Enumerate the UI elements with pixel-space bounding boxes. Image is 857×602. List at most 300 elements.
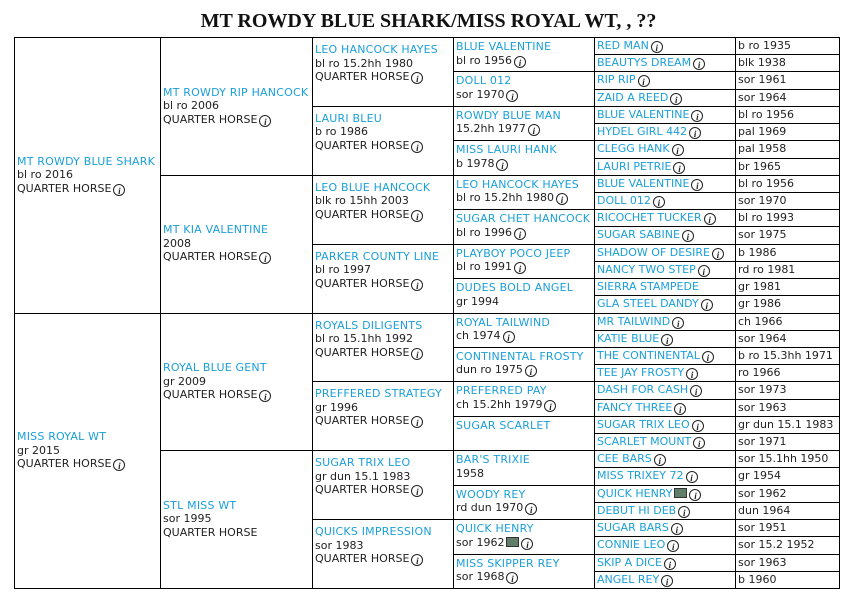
horse-name-link[interactable]: QUICKS IMPRESSION [315, 525, 432, 539]
horse-color-year: sor 1983 [315, 538, 364, 552]
horse-color-year: sor 1970 [738, 193, 787, 207]
horse-detail [456, 329, 591, 343]
info-icon[interactable]: i [411, 485, 423, 497]
horse-breed-line [315, 277, 450, 291]
info-icon[interactable]: i [521, 538, 533, 550]
horse-name-link[interactable]: DOLL 012 [597, 193, 651, 207]
horse-name-link[interactable]: FANCY THREE [597, 400, 673, 414]
gen5-detail-cell [735, 193, 839, 210]
horse-color-year: 15.2hh 1977 [456, 122, 526, 136]
gen5-name-cell [594, 210, 735, 227]
horse-color-year: sor 1964 [738, 90, 787, 104]
horse-name-link[interactable]: ZAID A REED [597, 90, 669, 104]
horse-detail [315, 470, 450, 484]
horse-detail [456, 363, 591, 377]
horse-name-link[interactable]: LAURI PETRIE [597, 159, 672, 173]
horse-breed-line [163, 526, 309, 540]
gen5-detail-cell [735, 72, 839, 89]
horse-name-link[interactable]: WOODY REY [456, 487, 526, 501]
gen5-detail-cell [735, 468, 839, 485]
info-icon[interactable]: i [701, 299, 713, 311]
horse-color-year: sor 15.2 1952 [738, 538, 815, 552]
gen5-name-cell [594, 90, 735, 107]
horse-color-year: b 1960 [738, 572, 777, 586]
horse-breed: QUARTER HORSE [315, 345, 410, 359]
horse-name-link[interactable]: ROWDY BLUE MAN [456, 108, 561, 122]
horse-color-year: ro 1966 [738, 366, 781, 380]
horse-breed-line [315, 414, 450, 428]
horse-name-link[interactable]: LAURI BLEU [315, 111, 383, 125]
info-icon[interactable]: i [712, 248, 724, 260]
info-icon[interactable]: i [411, 210, 423, 222]
gen5-name-cell [594, 348, 735, 365]
horse-color-year: sor 1995 [163, 512, 212, 526]
gen5-name-cell [594, 55, 735, 72]
horse-name-link[interactable]: CONTINENTAL FROSTY [456, 349, 584, 363]
pedigree-cell-gen3 [312, 525, 453, 566]
gen5-name-cell [594, 141, 735, 158]
horse-detail [315, 57, 450, 71]
horse-detail [456, 122, 591, 136]
pedigree-cell-gen4 [453, 316, 594, 344]
gen5-name-cell [594, 124, 735, 141]
horse-color-year: sor 1975 [738, 228, 787, 242]
horse-detail [456, 501, 591, 515]
gen5-detail-cell [735, 38, 839, 55]
gen5-detail-cell [735, 159, 839, 176]
horse-color-year: sor 1951 [738, 521, 787, 535]
horse-detail [456, 191, 591, 205]
horse-name-link[interactable]: RED MAN [597, 39, 649, 52]
gen5-name-cell [594, 159, 735, 176]
info-icon[interactable]: i [503, 331, 515, 343]
horse-detail [163, 512, 309, 526]
gen5-name-cell [594, 400, 735, 417]
horse-name-link[interactable]: MISS SKIPPER REY [456, 556, 560, 570]
horse-color-year: 2008 [163, 236, 191, 250]
pedigree-cell-gen3 [312, 456, 453, 497]
info-icon[interactable]: i [496, 159, 508, 171]
info-icon[interactable]: i [654, 454, 666, 466]
gen5-name-cell [594, 468, 735, 485]
horse-name-link[interactable]: SUGAR SCARLET [456, 418, 551, 432]
horse-name-link[interactable]: BEAUTYS DREAM [597, 56, 692, 70]
horse-breed-line [315, 346, 450, 360]
horse-breed-line [163, 388, 309, 402]
horse-name-link[interactable]: PLAYBOY POCO JEEP [456, 246, 571, 260]
pedigree-cell-gen3 [312, 319, 453, 360]
horse-color-year: bl ro 15.2hh 1980 [456, 191, 554, 205]
horse-name-link[interactable]: KATIE BLUE [597, 331, 660, 345]
horse-breed: QUARTER HORSE [315, 552, 410, 566]
info-icon[interactable]: i [686, 471, 698, 483]
horse-name-link[interactable]: SUGAR CHET HANCOCK [456, 212, 591, 226]
pedigree-cell-gen4 [453, 522, 594, 550]
pedigree-cell-gen4 [453, 350, 594, 378]
gen5-detail-cell [735, 107, 839, 124]
horse-detail [456, 570, 591, 584]
horse-color-year: bl ro 1993 [738, 211, 795, 225]
info-icon[interactable]: i [686, 368, 698, 380]
horse-name-link[interactable]: SCARLET MOUNT [597, 435, 692, 449]
gen5-name-cell [594, 503, 735, 520]
gen5-name-cell [594, 262, 735, 279]
info-icon[interactable]: i [691, 110, 703, 122]
info-icon[interactable]: i [514, 56, 526, 68]
horse-color-year: b ro 1935 [738, 39, 791, 52]
horse-name-link[interactable]: MT KIA VALENTINE [163, 223, 269, 237]
info-icon[interactable]: i [411, 554, 423, 566]
info-icon[interactable]: i [667, 540, 679, 552]
info-icon[interactable]: i [670, 93, 682, 105]
pedigree-cell-gen4 [453, 247, 594, 275]
horse-detail [315, 539, 450, 553]
horse-breed: QUARTER HORSE [17, 457, 112, 470]
horse-detail [456, 157, 591, 171]
photo-icon[interactable] [506, 537, 519, 547]
horse-color-year: bl ro 2006 [163, 99, 220, 113]
horse-breed-line [315, 208, 450, 222]
horse-detail [456, 398, 591, 412]
info-icon[interactable]: i [411, 348, 423, 360]
horse-detail [456, 226, 591, 240]
info-icon[interactable]: i [411, 416, 423, 428]
gen5-detail-cell [735, 520, 839, 537]
horse-name-link[interactable]: SHADOW OF DESIRE [597, 245, 711, 259]
horse-name-link[interactable]: LEO HANCOCK HAYES [315, 43, 438, 56]
horse-breed-line [163, 113, 309, 127]
pedigree-cell-gen3 [312, 43, 453, 84]
horse-name-link[interactable]: BLUE VALENTINE [597, 107, 690, 121]
info-icon[interactable]: i [638, 75, 650, 87]
horse-color-year: sor 1962 [738, 486, 787, 500]
horse-color-year: gr dun 15.1 1983 [315, 469, 411, 483]
horse-color-year: bl ro 2016 [17, 168, 74, 181]
horse-name-link[interactable]: MISS ROYAL WT [17, 430, 107, 443]
pedigree-cell-gen1 [14, 155, 160, 196]
horse-name-link[interactable]: DUDES BOLD ANGEL [456, 281, 574, 295]
horse-name-link[interactable]: SUGAR TRIX LEO [597, 417, 690, 431]
info-icon[interactable]: i [661, 334, 673, 346]
horse-name-link[interactable]: SUGAR TRIX LEO [315, 456, 411, 470]
pedigree-cell-gen1 [14, 430, 160, 471]
pedigree-cell-gen4 [453, 109, 594, 137]
gen5-detail-cell [735, 227, 839, 244]
horse-detail [163, 99, 309, 113]
horse-color-year: bl ro 1991 [456, 260, 513, 274]
info-icon[interactable]: i [698, 265, 710, 277]
horse-detail [456, 295, 591, 309]
pedigree-cell-gen4 [453, 178, 594, 206]
horse-color-year: gr 1986 [738, 297, 781, 311]
horse-name-link[interactable]: ROYAL TAILWIND [456, 315, 551, 329]
horse-name-link[interactable]: CONNIE LEO [597, 538, 666, 552]
horse-name-link[interactable]: BAR'S TRIXIE [456, 453, 530, 467]
horse-name-link[interactable]: PREFERRED PAY [456, 384, 547, 398]
gen5-name-cell [594, 486, 735, 503]
info-icon[interactable]: i [693, 58, 705, 70]
horse-detail [17, 168, 157, 182]
info-icon[interactable]: i [678, 506, 690, 518]
info-icon[interactable]: i [411, 141, 423, 153]
info-icon[interactable]: i [673, 162, 685, 174]
info-icon[interactable]: i [113, 184, 125, 196]
gen5-detail-cell [735, 382, 839, 399]
horse-breed: QUARTER HORSE [163, 525, 258, 539]
horse-name-link[interactable]: MR TAILWIND [597, 314, 671, 328]
horse-name-link[interactable]: PARKER COUNTY LINE [315, 249, 440, 263]
horse-breed-line [315, 70, 450, 84]
info-icon[interactable]: i [653, 196, 665, 208]
gen5-name-cell [594, 451, 735, 468]
gen5-name-cell [594, 193, 735, 210]
horse-breed: QUARTER HORSE [163, 112, 258, 126]
pedigree-cell-gen3 [312, 250, 453, 291]
horse-name-link[interactable]: ANGEL REY [597, 572, 660, 586]
gen5-name-cell [594, 537, 735, 554]
gen5-detail-cell [735, 331, 839, 348]
horse-color-year: 1958 [456, 466, 484, 480]
info-icon[interactable]: i [525, 365, 537, 377]
horse-breed: QUARTER HORSE [315, 70, 410, 83]
horse-color-year: gr 2009 [163, 374, 206, 388]
horse-color-year: bl ro 1997 [315, 263, 372, 277]
horse-breed-line [17, 457, 157, 471]
info-icon[interactable]: i [671, 523, 683, 535]
gen5-name-cell [594, 555, 735, 572]
horse-name-link[interactable]: MISS LAURI HANK [456, 143, 557, 157]
gen5-detail-cell [735, 210, 839, 227]
gen5-name-cell [594, 72, 735, 89]
horse-name-link[interactable]: PREFFERED STRATEGY [315, 387, 442, 401]
horse-breed-line [315, 139, 450, 153]
pedigree-cell-gen4 [453, 40, 594, 68]
horse-color-year: blk ro 15hh 2003 [315, 194, 409, 208]
pedigree-cell-gen4 [453, 419, 594, 433]
horse-name-link[interactable]: STL MISS WT [163, 498, 237, 512]
horse-name-link[interactable]: SUGAR SABINE [597, 228, 680, 242]
horse-color-year: sor 1961 [738, 73, 787, 87]
horse-detail [315, 332, 450, 346]
gen5-name-cell [594, 279, 735, 296]
gen5-detail-cell [735, 55, 839, 72]
horse-detail [315, 401, 450, 415]
horse-name-link[interactable]: RICOCHET TUCKER [597, 211, 702, 225]
horse-name-link[interactable]: CEE BARS [597, 452, 652, 466]
horse-breed-line [315, 552, 450, 566]
horse-color-year: pal 1969 [738, 125, 787, 139]
pedigree-cell-gen2 [160, 86, 312, 127]
horse-color-year: ch 1974 [456, 329, 501, 342]
horse-name-link[interactable]: BLUE VALENTINE [597, 176, 690, 190]
pedigree-cell-gen3 [312, 387, 453, 428]
pedigree-cell-gen4 [453, 453, 594, 480]
horse-name-link[interactable]: HYDEL GIRL 442 [597, 125, 688, 139]
horse-name-link[interactable]: RIP RIP [597, 73, 636, 87]
horse-color-year: bl ro 1956 [738, 176, 795, 190]
gen5-name-cell [594, 434, 735, 451]
horse-breed: QUARTER HORSE [315, 276, 410, 290]
pedigree-cell-gen2 [160, 499, 312, 540]
horse-name-link[interactable]: GLA STEEL DANDY [597, 297, 699, 311]
horse-name-link[interactable]: LEO BLUE HANCOCK [315, 180, 431, 194]
info-icon[interactable]: i [514, 262, 526, 274]
pedigree-cell-gen4 [453, 281, 594, 308]
horse-color-year: sor 15.1hh 1950 [738, 452, 829, 466]
gen5-name-cell [594, 38, 735, 55]
gen5-detail-cell [735, 555, 839, 572]
info-icon[interactable]: i [113, 459, 125, 471]
pedigree-cell-gen3 [312, 112, 453, 153]
horse-detail [456, 467, 591, 481]
info-icon[interactable]: i [704, 213, 716, 225]
horse-breed-line [163, 250, 309, 264]
horse-name-link[interactable]: CLEGG HANK [597, 142, 670, 156]
gen5-detail-cell [735, 176, 839, 193]
pedigree-cell-gen2 [160, 361, 312, 402]
horse-color-year: sor 1970 [456, 87, 505, 101]
horse-detail [456, 88, 591, 102]
info-icon[interactable]: i [411, 279, 423, 291]
info-icon[interactable]: i [259, 115, 271, 127]
horse-color-year: bl ro 1956 [456, 53, 513, 67]
horse-color-year: br 1965 [738, 159, 781, 173]
info-icon[interactable]: i [651, 41, 663, 53]
gen5-detail-cell [735, 262, 839, 279]
gen5-name-cell [594, 520, 735, 537]
gen5-detail-cell [735, 572, 839, 589]
gen5-name-cell [594, 314, 735, 331]
gen5-detail-cell [735, 314, 839, 331]
photo-icon[interactable] [674, 488, 687, 498]
horse-color-year: rd ro 1981 [738, 262, 796, 276]
info-icon[interactable]: i [506, 572, 518, 584]
pedigree-cell-gen4 [453, 384, 594, 412]
info-icon[interactable]: i [411, 72, 423, 84]
info-icon[interactable]: i [690, 385, 702, 397]
horse-color-year: dun 1964 [738, 503, 791, 517]
horse-breed: QUARTER HORSE [315, 483, 410, 497]
info-icon[interactable]: i [689, 127, 701, 139]
horse-name-link[interactable]: MISS TRIXEY 72 [597, 469, 684, 483]
info-icon[interactable]: i [672, 317, 684, 329]
horse-name-link[interactable]: ROYALS DILIGENTS [315, 318, 423, 332]
gen5-detail-cell [735, 279, 839, 296]
horse-name-link[interactable]: SKIP A DICE [597, 555, 662, 569]
horse-name-link[interactable]: NANCY TWO STEP [597, 262, 696, 276]
horse-name-link[interactable]: MT ROWDY RIP HANCOCK [163, 85, 309, 99]
info-icon[interactable]: i [259, 252, 271, 264]
horse-detail [163, 375, 309, 389]
info-icon[interactable]: i [528, 124, 540, 136]
pedigree-cell-gen4 [453, 488, 594, 516]
info-icon[interactable]: i [556, 193, 568, 205]
pedigree-cell-gen4 [453, 212, 594, 240]
gen5-detail-cell [735, 537, 839, 554]
horse-name-link[interactable]: QUICK HENRY [456, 522, 534, 536]
gen5-name-cell [594, 417, 735, 434]
info-icon[interactable]: i [692, 420, 704, 432]
info-icon[interactable]: i [514, 228, 526, 240]
horse-name-link[interactable]: THE CONTINENTAL [597, 348, 700, 362]
horse-color-year: sor 1973 [738, 383, 787, 397]
horse-name-link[interactable]: QUICK HENRY [597, 486, 673, 500]
gen5-detail-cell [735, 400, 839, 417]
horse-color-year: b 1978 [456, 156, 495, 170]
horse-name-link[interactable]: DASH FOR CASH [597, 383, 689, 397]
horse-color-year: dun ro 1975 [456, 363, 523, 377]
horse-breed: QUARTER HORSE [17, 181, 112, 195]
horse-breed: QUARTER HORSE [163, 388, 258, 402]
info-icon[interactable]: i [689, 489, 701, 501]
horse-color-year: rd dun 1970 [456, 501, 524, 515]
info-icon[interactable]: i [693, 437, 705, 449]
info-icon[interactable]: i [674, 403, 686, 415]
info-icon[interactable]: i [682, 230, 694, 242]
gen5-name-cell [594, 572, 735, 589]
horse-color-year: bl ro 1996 [456, 225, 513, 239]
horse-name-link[interactable]: ROYAL BLUE GENT [163, 361, 267, 375]
horse-breed: QUARTER HORSE [315, 138, 410, 152]
horse-detail [17, 444, 157, 458]
horse-color-year: gr 1954 [738, 469, 781, 483]
info-icon[interactable]: i [525, 503, 537, 515]
horse-name-link[interactable]: SUGAR BARS [597, 521, 669, 535]
horse-detail [456, 536, 591, 550]
horse-breed: QUARTER HORSE [315, 414, 410, 428]
info-icon[interactable]: i [664, 558, 676, 570]
horse-name-link[interactable]: DEBUT HI DEB [597, 503, 677, 517]
gen5-detail-cell [735, 365, 839, 382]
horse-detail [315, 194, 450, 208]
gen5-detail-cell [735, 503, 839, 520]
horse-detail [163, 237, 309, 251]
info-icon[interactable]: i [259, 390, 271, 402]
horse-color-year: b ro 1986 [315, 125, 368, 139]
info-icon[interactable]: i [544, 400, 556, 412]
horse-color-year: bl ro 1956 [738, 107, 795, 121]
gen5-detail-cell [735, 434, 839, 451]
horse-breed: QUARTER HORSE [315, 207, 410, 221]
page-title: MT ROWDY BLUE SHARK/MISS ROYAL WT, , ?? [200, 10, 657, 32]
horse-color-year: bl ro 15.2hh 1980 [315, 56, 413, 70]
horse-breed-line [315, 483, 450, 497]
gen5-detail-cell [735, 296, 839, 313]
info-icon[interactable]: i [691, 179, 703, 191]
info-icon[interactable]: i [661, 575, 673, 587]
horse-detail [315, 125, 450, 139]
horse-detail [456, 54, 591, 68]
horse-breed-line [17, 182, 157, 196]
horse-name-link[interactable]: MT ROWDY BLUE SHARK [17, 154, 156, 168]
horse-name-link[interactable]: TEE JAY FROSTY [597, 366, 685, 380]
pedigree-cell-gen4 [453, 143, 594, 171]
horse-breed: QUARTER HORSE [163, 250, 258, 264]
horse-name-link[interactable]: DOLL 012 [456, 74, 512, 88]
info-icon[interactable]: i [672, 144, 684, 156]
pedigree-cell-gen3 [312, 181, 453, 222]
horse-color-year: ch 1966 [738, 314, 783, 328]
info-icon[interactable]: i [506, 90, 518, 102]
horse-name-link[interactable]: SIERRA STAMPEDE [597, 280, 699, 294]
horse-name-link[interactable]: BLUE VALENTINE [456, 40, 552, 53]
gen5-name-cell [594, 365, 735, 382]
info-icon[interactable]: i [702, 351, 714, 363]
gen5-detail-cell [735, 451, 839, 468]
gen5-detail-cell [735, 348, 839, 365]
horse-name-link[interactable]: LEO HANCOCK HAYES [456, 177, 579, 191]
gen5-detail-cell [735, 124, 839, 141]
